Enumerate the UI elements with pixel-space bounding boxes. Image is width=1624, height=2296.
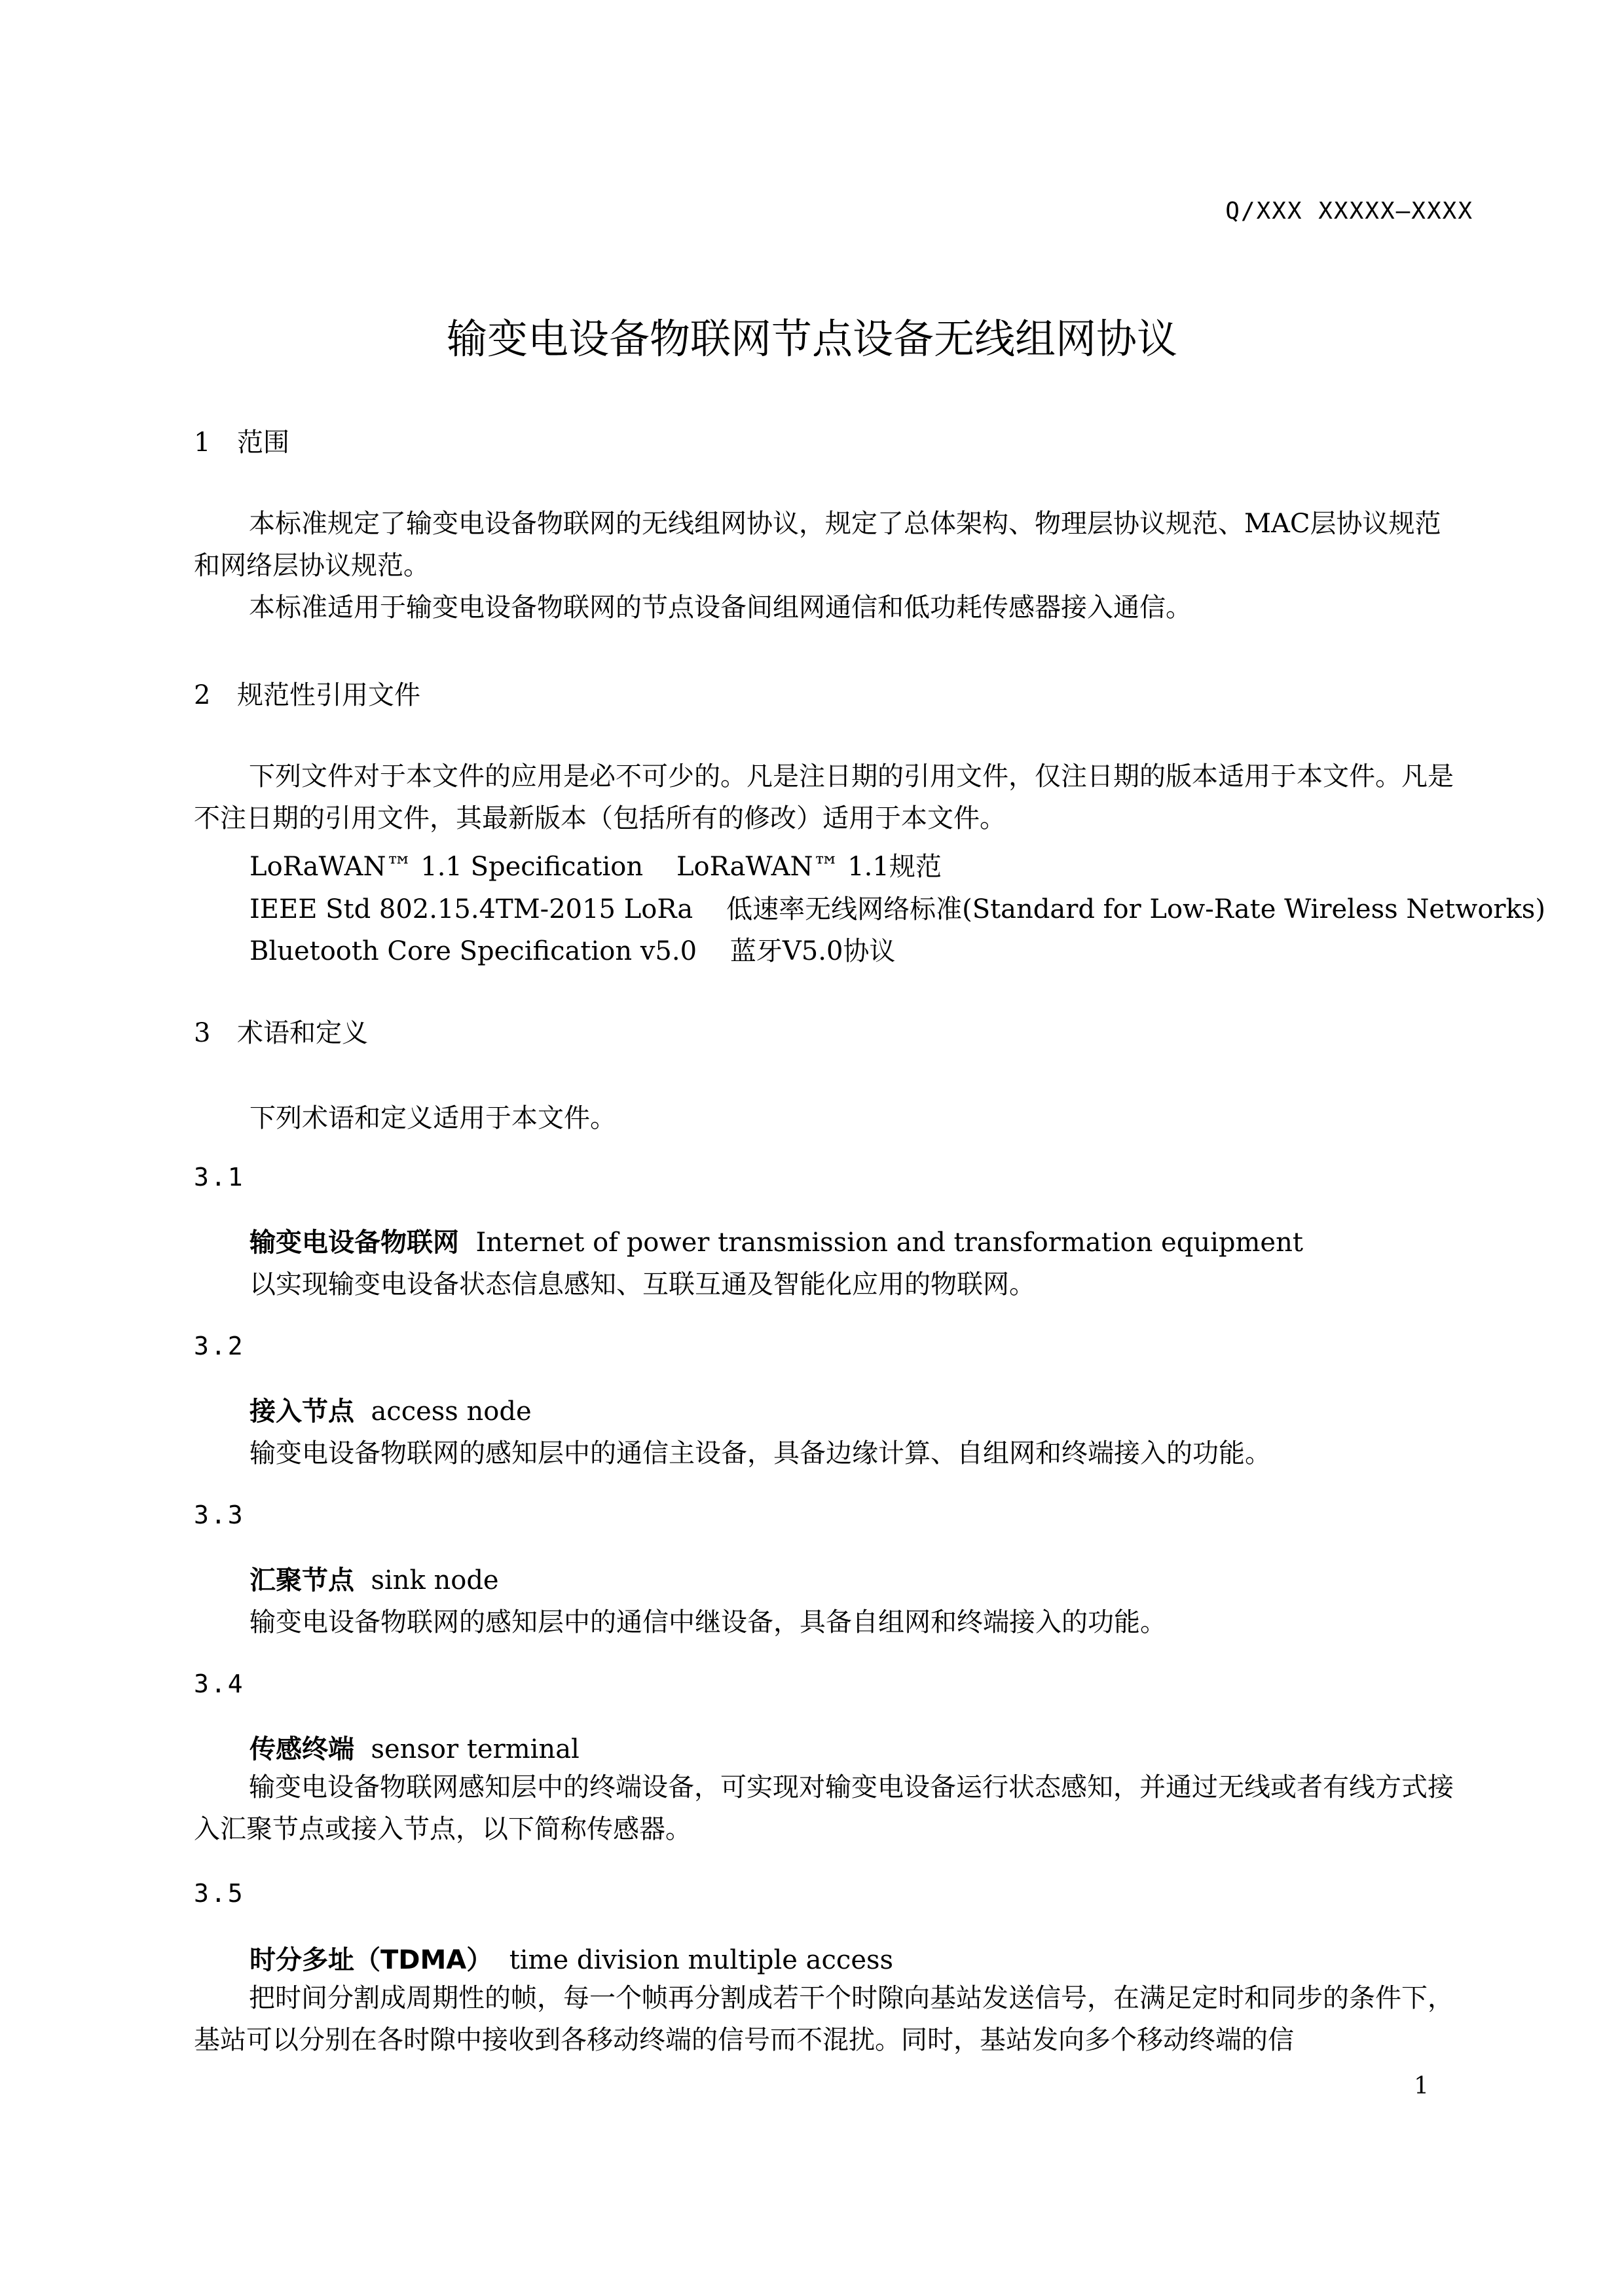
term-english: time division multiple access	[509, 1945, 894, 1975]
section-title: 术语和定义	[237, 1018, 368, 1048]
standard-code: Q/XXX XXXXX—XXXX	[1225, 198, 1473, 225]
reference-item: IEEE Std 802.15.4TM-2015 LoRa 低速率无线网络标准(Standard for Low-Rate Wireless Networks)	[249, 894, 1545, 924]
term-heading	[249, 1728, 580, 1766]
definition-text: 输变电设备物联网感知层中的终端设备，可实现对输变电设备运行状态感知，并通过无线或者有线方式接入汇聚节点或接入节点，以下简称传感器。	[194, 1772, 1454, 1844]
term-number: 3.3	[194, 1501, 245, 1529]
term-definition	[194, 1977, 1458, 2061]
term-number: 3.1	[194, 1163, 245, 1192]
term-chinese: 汇聚节点	[249, 1565, 354, 1595]
term-definition: 以实现输变电设备状态信息感知、互联互通及智能化应用的物联网。	[249, 1269, 1035, 1300]
term-heading	[249, 1222, 1303, 1259]
paragraph-text: 本标准适用于输变电设备物联网的节点设备间组网通信和低功耗传感器接入通信。	[249, 592, 1192, 623]
term-english: access node	[371, 1396, 532, 1427]
section-title: 规范性引用文件	[237, 680, 420, 710]
term-heading	[249, 1559, 499, 1597]
section-2-paragraph-1	[194, 756, 1458, 839]
section-3-intro: 下列术语和定义适用于本文件。	[249, 1103, 616, 1133]
paragraph-text: 本标准规定了输变电设备物联网的无线组网协议，规定了总体架构、物理层协议规范、MAC层协议规范和网络层协议规范。	[194, 509, 1441, 581]
term-number: 3.2	[194, 1332, 245, 1360]
term-heading	[249, 1391, 532, 1428]
term-definition: 输变电设备物联网的感知层中的通信主设备，具备边缘计算、自组网和终端接入的功能。	[249, 1438, 1271, 1468]
page-number: 1	[1414, 2073, 1429, 2100]
section-title: 范围	[237, 428, 289, 458]
term-number: 3.5	[194, 1879, 245, 1908]
term-definition: 输变电设备物联网的感知层中的通信中继设备，具备自组网和终端接入的功能。	[249, 1607, 1166, 1637]
section-3-heading	[194, 1012, 368, 1049]
section-2-heading	[194, 674, 420, 712]
term-definition	[194, 1766, 1458, 1850]
term-chinese: 输变电设备物联网	[249, 1228, 459, 1258]
reference-item: Bluetooth Core Specification v5.0 蓝牙V5.0协议	[249, 936, 896, 966]
document-title: 输变电设备物联网节点设备无线组网协议	[446, 315, 1177, 363]
term-number: 3.4	[194, 1669, 245, 1698]
section-number: 1	[194, 428, 211, 458]
reference-item: LoRaWAN™ 1.1 Specification LoRaWAN™ 1.1规范	[249, 852, 942, 882]
paragraph-text: 下列文件对于本文件的应用是必不可少的。凡是注日期的引用文件，仅注日期的版本适用于本文件。凡是不注日期的引用文件，其最新版本（包括所有的修改）适用于本文件。	[194, 761, 1454, 833]
term-chinese: 时分多址（TDMA）	[249, 1945, 493, 1975]
section-number: 3	[194, 1018, 211, 1048]
section-1-heading	[194, 422, 289, 459]
term-chinese: 接入节点	[249, 1396, 354, 1427]
term-heading	[249, 1939, 893, 1977]
term-english: Internet of power transmission and transformation equipment	[475, 1228, 1303, 1258]
term-english: sensor terminal	[371, 1734, 580, 1764]
term-english: sink node	[371, 1565, 499, 1595]
section-number: 2	[194, 680, 211, 710]
section-1-paragraph-1	[194, 503, 1458, 587]
section-1-paragraph-2	[194, 587, 1458, 629]
definition-text: 把时间分割成周期性的帧，每一个帧再分割成若干个时隙向基站发送信号，在满足定时和同步的条件下，基站可以分别在各时隙中接收到各移动终端的信号而不混扰。同时，基站发向多个移动终端的信	[194, 1983, 1454, 2055]
term-chinese: 传感终端	[249, 1734, 354, 1764]
